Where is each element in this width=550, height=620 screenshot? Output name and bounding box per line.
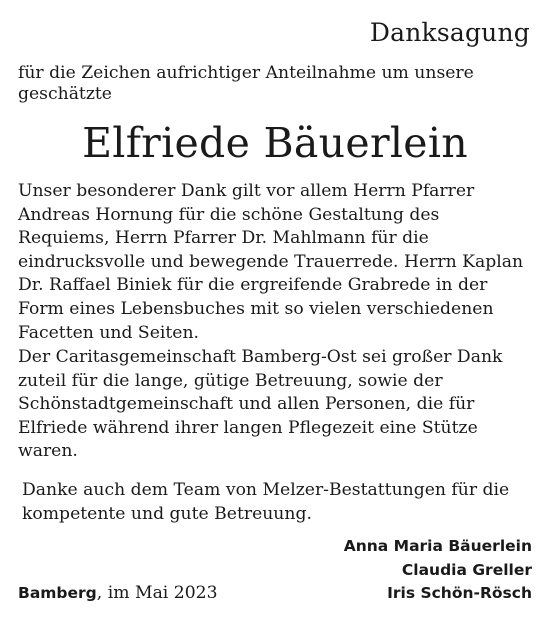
thanks-paragraph-caritas: Der Caritasgemeinschaft Bamberg-Ost sei großer Dank zuteil für die lange, gütige Betreuung, sowie der Schönstadtgemeinschaft und allen Personen, die für Elfriede während ihrer langen Pflegezeit eine Stütze waren. <box>18 347 503 462</box>
notice-heading: Danksagung <box>369 18 530 47</box>
signer-name: Iris Schön-Rösch <box>387 584 532 602</box>
signer-name: Claudia Greller <box>401 560 532 579</box>
intro-text: für die Zeichen aufrichtiger Anteilnahme um unsere geschätzte <box>18 63 474 104</box>
thanks-paragraph-clergy: Unser besonderer Dank gilt vor allem Herrn Pfarrer Andreas Hornung für die schöne Gestaltung des Requiems, Herrn Pfarrer Dr. Mahlmann für die eindrucksvolle und bewegende Trauerrede. Herrn Kaplan Dr. Raffael Biniek für die ergreifende Grabrede in der Form eines Lebensbuches mit so vielen verschiedenen Facetten und Seiten. <box>18 181 524 343</box>
deceased-name: Elfriede Bäuerlein <box>82 119 468 167</box>
place-date-line <box>18 582 218 606</box>
signer-name: Anna Maria Bäuerlein <box>343 537 532 555</box>
thanks-paragraph-funeral-home: Danke auch dem Team von Melzer-Bestattungen für die kompetente und gute Betreuung. <box>22 480 510 524</box>
date-text: , im Mai 2023 <box>96 583 218 603</box>
signers-block <box>344 535 532 606</box>
place-name: Bamberg <box>18 584 97 602</box>
